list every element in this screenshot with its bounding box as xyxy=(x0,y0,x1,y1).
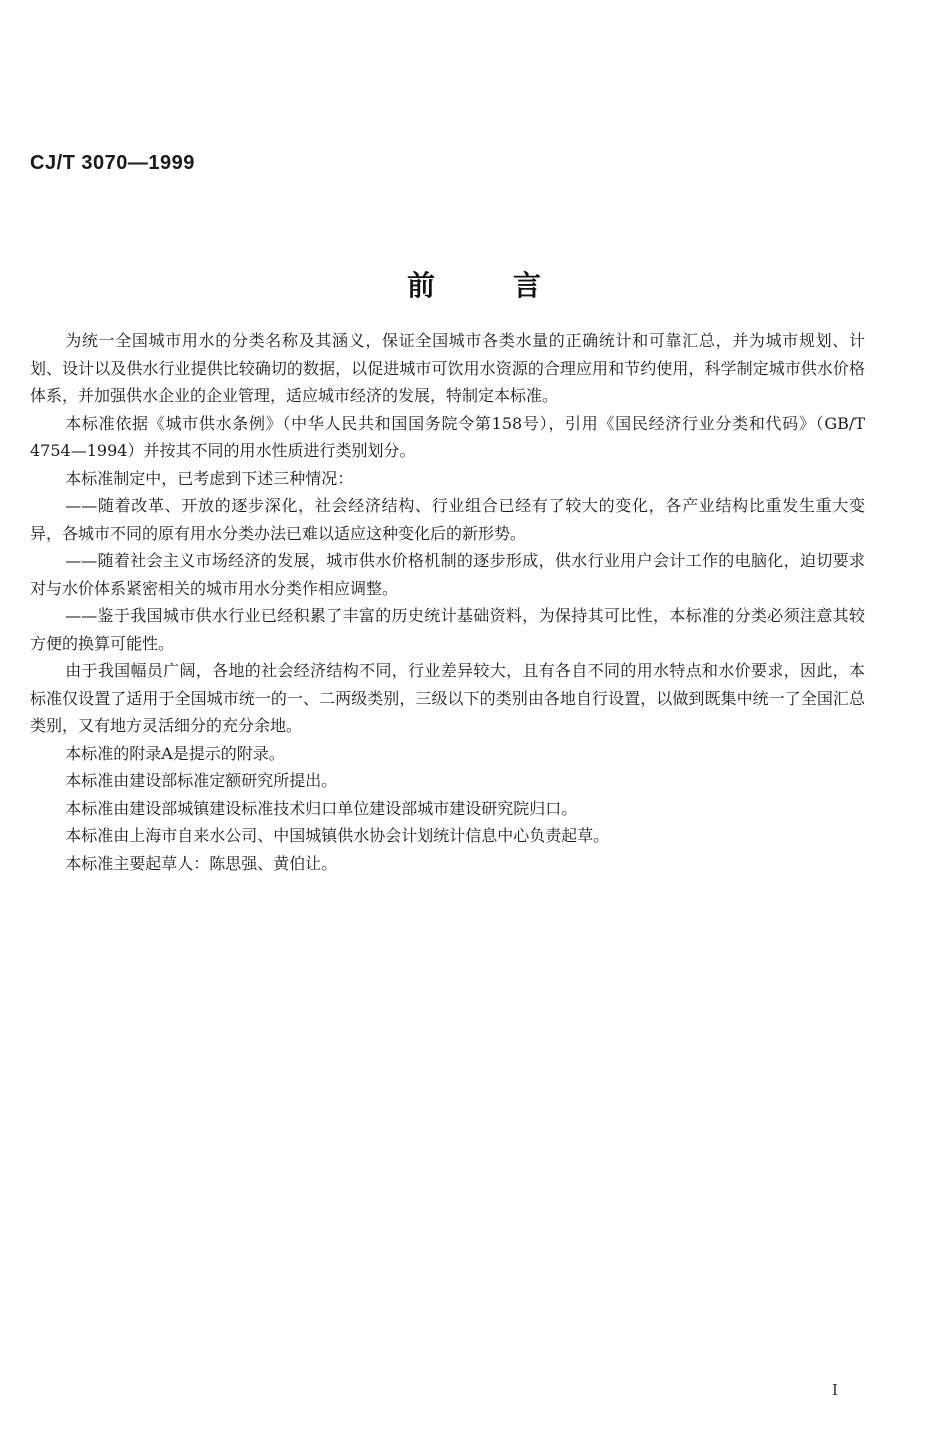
paragraph-drafters: 本标准主要起草人：陈思强、黄伯让。 xyxy=(65,853,338,873)
standard-code: CJ/T 3070—1999 xyxy=(30,152,195,174)
page-title xyxy=(0,264,950,304)
paragraph-consideration-reform: ——随着改革、开放的逐步深化，社会经济结构、行业组合已经有了较大的变化，各产业结构比重发生重大变异，各城市不同的原有用水分类办法已难以适应这种变化后的新形势。 xyxy=(30,496,865,543)
paragraph-scope: 由于我国幅员广阔，各地的社会经济结构不同，行业差异较大，且有各自不同的用水特点和水价要求，因此，本标准仅设置了适用于全国城市统一的一、二两级类别，三级以下的类别由各地自行设置，以做到既集中统一了全国汇总类别，又有地方灵活细分的充分余地。 xyxy=(30,661,865,735)
paragraph-appendix: 本标准的附录A是提示的附录。 xyxy=(65,743,285,763)
paragraph-basis: 本标准依据《城市供水条例》（中华人民共和国国务院令第158号），引用《国民经济行业分类和代码》（GB/T 4754—1994）并按其不同的用水性质进行类别划分。 xyxy=(30,413,865,460)
page-number: I xyxy=(832,1381,838,1399)
paragraph-drafted-by: 本标准由上海市自来水公司、中国城镇供水协会计划统计信息中心负责起草。 xyxy=(65,826,610,845)
paragraph-purpose: 为统一全国城市用水的分类名称及其涵义，保证全国城市各类水量的正确统计和可靠汇总，并为城市规划、计划、设计以及供水行业提供比较确切的数据，以促进城市可饮用水资源的合理应用和节约使用，科学制定城市供水价格体系，并加强供水企业的企业管理，适应城市经济的发展，特制定本标准。 xyxy=(30,331,865,405)
title-char-2: 言 xyxy=(513,269,544,302)
paragraph-managed-by: 本标准由建设部城镇建设标准技术归口单位建设部城市建设研究院归口。 xyxy=(65,798,578,818)
paragraph-consideration-market: ——随着社会主义市场经济的发展，城市供水价格机制的逐步形成，供水行业用户会计工作的电脑化，迫切要求对与水价体系紧密相关的城市用水分类作相应调整。 xyxy=(30,551,865,598)
paragraph-proposed-by: 本标准由建设部标准定额研究所提出。 xyxy=(65,771,338,790)
foreword-body xyxy=(30,327,865,877)
title-char-1: 前 xyxy=(406,269,437,302)
paragraph-considerations-intro: 本标准制定中，已考虑到下述三种情况： xyxy=(65,468,354,488)
paragraph-consideration-history: ——鉴于我国城市供水行业已经积累了丰富的历史统计基础资料，为保持其可比性，本标准的分类必须注意其较方便的换算可能性。 xyxy=(30,606,865,653)
